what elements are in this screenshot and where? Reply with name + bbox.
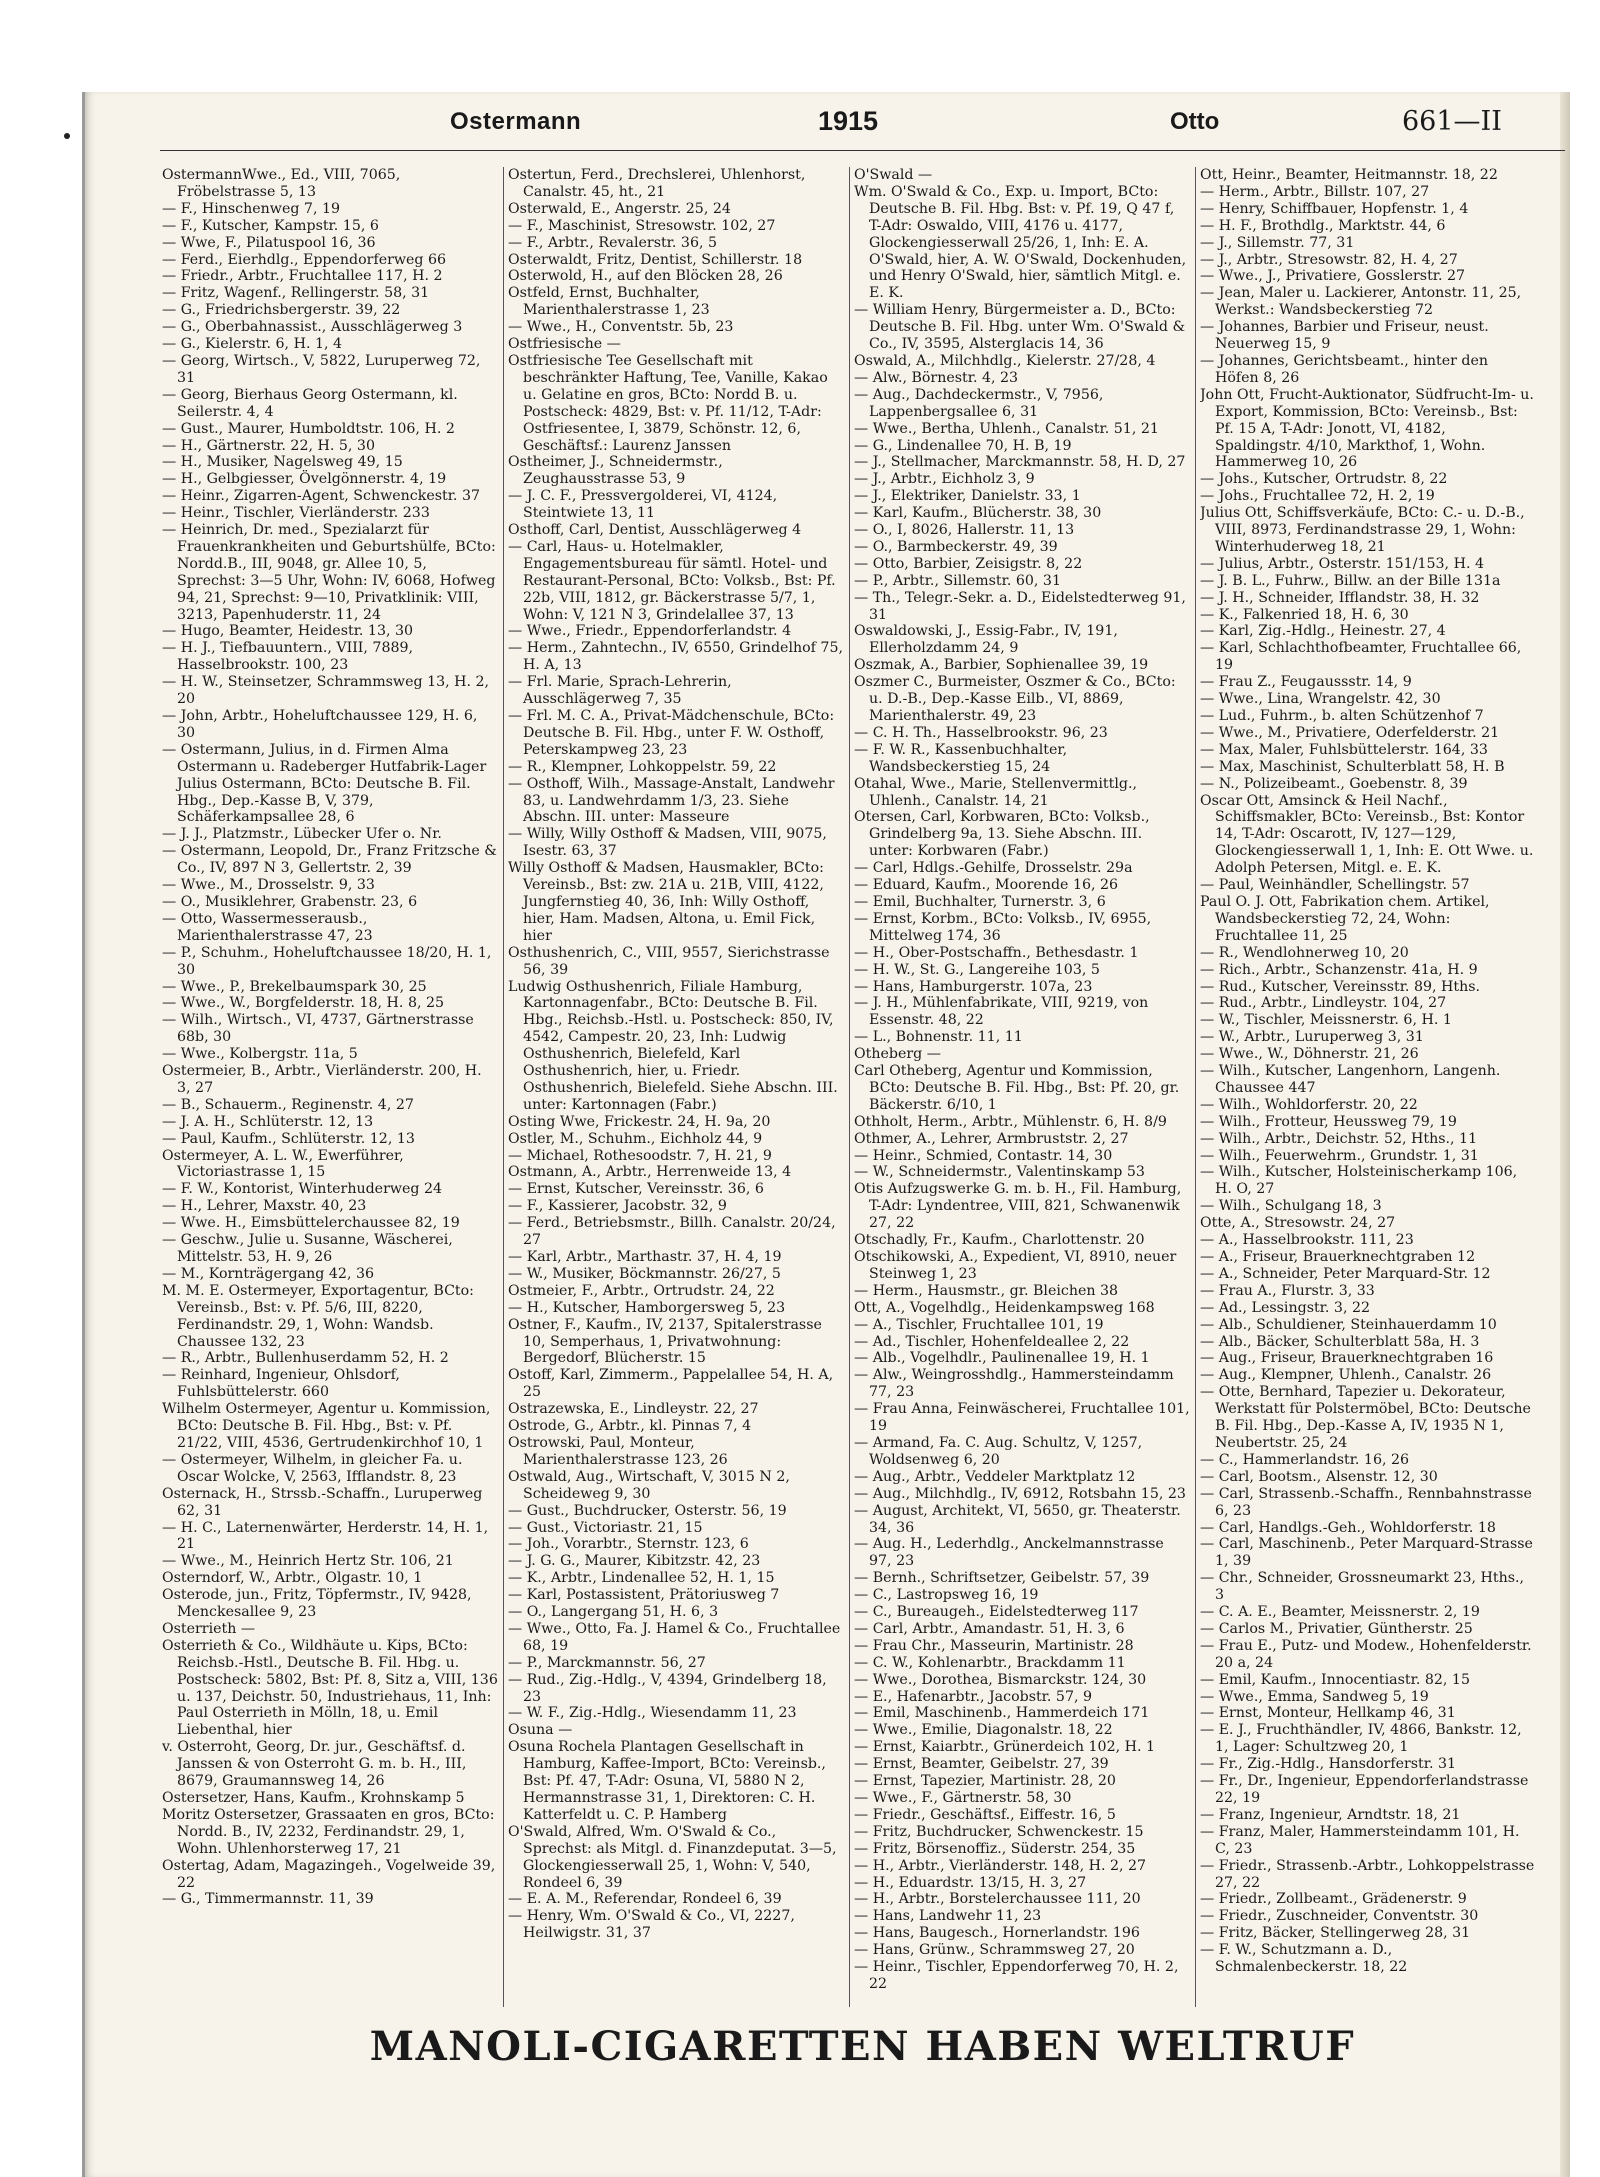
- directory-entry: — C., Bureaugeh., Eidelstedterweg 117: [854, 1604, 1139, 1621]
- directory-entry: — F. W. R., Kassenbuchhalter, Wandsbeckerstieg 15, 24: [854, 741, 1068, 775]
- header-year: 1915: [818, 106, 879, 136]
- directory-entry: — H. F., Brothdlg., Marktstr. 44, 6: [1200, 217, 1446, 234]
- directory-entry: Oswaldowski, J., Essig-Fabr., IV, 191, Ellerholzdamm 24, 9: [854, 623, 1118, 657]
- directory-entry: Osternack, H., Strssb.-Schaffn., Luruperweg 62, 31: [162, 1485, 483, 1519]
- directory-entry: — Johs., Kutscher, Ortrudstr. 8, 22: [1200, 471, 1448, 488]
- directory-entry: Ludwig Osthushenrich, Filiale Hamburg, Kartonnagenfabr., BCto: Deutsche B. Fil. Hbg., Reichsb.-Hstl. u. Postscheck: 850, IV, 4542, Campestr. 20, 23, Inh: Ludwig Osthushenrich, Bielefeld, Karl Osthushenrich, hier, u. Friedr. Osthushenrich, Bielefeld. Siehe Abschn. III. unter: Kartonnagen (Fabr.): [508, 978, 838, 1113]
- directory-entry: — Heinr., Tischler, Vierländerstr. 233: [162, 505, 430, 522]
- header-right-name: Otto: [1170, 108, 1220, 135]
- directory-entry: — Joh., Vorarbtr., Sternstr. 123, 6: [508, 1536, 749, 1553]
- directory-entry: Osting Wwe, Frickestr. 24, H. 9a, 20: [508, 1113, 771, 1130]
- directory-entry: — Friedr., Zuschneider, Conventstr. 30: [1200, 1908, 1479, 1925]
- directory-entry: — J., Sillemstr. 77, 31: [1200, 234, 1355, 251]
- directory-entry: Osuna —: [508, 1722, 573, 1739]
- directory-entry: Othholt, Herm., Arbtr., Mühlenstr. 6, H. 8/9: [854, 1113, 1167, 1130]
- directory-entry: Otersen, Carl, Korbwaren, BCto: Volksb., Grindelberg 9a, 13. Siehe Abschn. III. unter: Korbwaren (Fabr.): [854, 809, 1150, 860]
- directory-entry: — Osthoff, Wilh., Massage-Anstalt, Landwehr 83, u. Landwehrdamm 1/3, 23. Siehe Abschn. III. unter: Masseure: [508, 775, 835, 826]
- column-divider: [503, 167, 504, 2007]
- directory-entry: — Otte, Bernhard, Tapezier u. Dekorateur, Werkstatt für Polstermöbel, BCto: Deutsche B. Fil. Hbg., Dep.-Kasse A, IV, 1935 N 1, Neubertstr. 25, 24: [1200, 1384, 1531, 1451]
- directory-entry: — Rud., Arbtr., Lindleystr. 104, 27: [1200, 995, 1447, 1012]
- directory-entry: — Hans, Grünw., Schrammsweg 27, 20: [854, 1942, 1135, 1959]
- directory-entry: — P., Marckmannstr. 56, 27: [508, 1654, 706, 1671]
- directory-entry: — August, Architekt, VI, 5650, gr. Theaterstr. 34, 36: [854, 1502, 1181, 1536]
- directory-entry: — Johs., Fruchtallee 72, H. 2, 19: [1200, 488, 1435, 505]
- directory-entry: — Ernst, Tapezier, Martinistr. 28, 20: [854, 1773, 1116, 1790]
- directory-entry: — Frl. Marie, Sprach-Lehrerin, Ausschlägerweg 7, 35: [508, 674, 732, 708]
- directory-entry: Ostrazewska, E., Lindleystr. 22, 27: [508, 1401, 759, 1418]
- directory-entry: — J. A. H., Schlüterstr. 12, 13: [162, 1113, 374, 1130]
- directory-entry: — O., I, 8026, Hallerstr. 11, 13: [854, 522, 1075, 539]
- directory-entry: — Wwe., Kolbergstr. 11a, 5: [162, 1046, 358, 1063]
- directory-entry: — Fritz, Börsenoffiz., Süderstr. 254, 35: [854, 1840, 1136, 1857]
- directory-entry: — F., Kassierer, Jacobstr. 32, 9: [508, 1198, 727, 1215]
- directory-entry: — Alw., Weingrosshdlg., Hammersteindamm 77, 23: [854, 1367, 1174, 1401]
- directory-entry: — G., Oberbahnassist., Ausschlägerweg 3: [162, 319, 463, 336]
- directory-entry: Osterrieth & Co., Wildhäute u. Kips, BCto: Reichsb.-Hstl., Deutsche B. Fil. Hbg. u. Postscheck: 5802, Bst: Pf. 8, Sitz a, VIII, 136 u. 137, Deichstr. 50, Industriehaus, 11, Inh: Paul Osterrieth in Mölln, 18, u. Emil Liebenthal, hier: [162, 1637, 498, 1739]
- directory-entry: — Georg, Wirtsch., V, 5822, Luruperweg 72, 31: [162, 352, 481, 386]
- directory-entry: — Paul, Kaufm., Schlüterstr. 12, 13: [162, 1130, 415, 1147]
- directory-entry: — K., Falkenried 18, H. 6, 30: [1200, 606, 1409, 623]
- directory-entry: — Wwe., M., Privatiere, Oderfelderstr. 21: [1200, 724, 1500, 741]
- directory-entry: Ostersetzer, Hans, Kaufm., Krohnskamp 5: [162, 1790, 465, 1806]
- directory-entry: — G., Lindenallee 70, H. B, 19: [854, 437, 1072, 454]
- directory-entry: — Wwe., F., Gärtnerstr. 58, 30: [854, 1790, 1072, 1806]
- directory-entry: Ostoff, Karl, Zimmerm., Pappelallee 54, H. A, 25: [508, 1367, 834, 1401]
- directory-entry: — Ernst, Kutscher, Vereinsstr. 36, 6: [508, 1181, 764, 1198]
- directory-entry: — Alb., Bäcker, Schulterblatt 58a, H. 3: [1200, 1333, 1480, 1350]
- page-header: [82, 108, 1567, 142]
- directory-entry: — Frau Z., Feugaussstr. 14, 9: [1200, 674, 1412, 691]
- directory-entry: — Ferd., Eierhdlg., Eppendorferweg 66: [162, 251, 447, 268]
- directory-entry: Oszmer C., Burmeister, Oszmer & Co., BCto: u. D.-B., Dep.-Kasse Eilb., VI, 8869, Marienthalerstr. 49, 23: [854, 674, 1176, 724]
- directory-entry: — G., Kielerstr. 6, H. 1, 4: [162, 336, 343, 353]
- directory-entry: — Georg, Bierhaus Georg Ostermann, kl. Seilerstr. 4, 4: [162, 386, 458, 420]
- directory-entry: Otschikowski, A., Expedient, VI, 8910, neuer Steinweg 1, 23: [854, 1249, 1177, 1282]
- directory-entry: — O., Langergang 51, H. 6, 3: [508, 1604, 719, 1621]
- directory-entry: — Rud., Kutscher, Vereinsstr. 89, Hths.: [1200, 978, 1481, 995]
- directory-entry: Osterwold, H., auf den Blöcken 28, 26: [508, 268, 783, 285]
- directory-entry: — Carl, Bootsm., Alsenstr. 12, 30: [1200, 1468, 1438, 1485]
- directory-entry: Osuna Rochela Plantagen Gesellschaft in Hamburg, Kaffee-Import, BCto: Vereinsb., Bst: Pf. 47, T-Adr: Osuna, VI, 5880 N 2, Hermannstrasse 31, 1, Direktoren: C. H. Katterfeldt u. C. P. Hamberg: [508, 1739, 826, 1823]
- directory-entry: — Chr., Schneider, Grossneumarkt 23, Hths., 3: [1200, 1570, 1525, 1604]
- directory-entry: — Heinr., Tischler, Eppendorferweg 70, H. 2, 22: [854, 1959, 1179, 1992]
- directory-entry: — Hans, Baugesch., Hornerlandstr. 196: [854, 1925, 1140, 1942]
- directory-entry: — Carl, Strassenb.-Schaffn., Rennbahnstrasse 6, 23: [1200, 1485, 1532, 1519]
- directory-entry: — Wwe. H., Eimsbüttelerchaussee 82, 19: [162, 1215, 460, 1232]
- directory-entry: Ostner, F., Kaufm., IV, 2137, Spitalerstrasse 10, Semperhaus, 1, Privatwohnung: Bergedorf, Blücherstr. 15: [508, 1316, 822, 1367]
- directory-entry: — C., Lastropsweg 16, 19: [854, 1587, 1039, 1604]
- directory-entry: Osterode, jun., Fritz, Töpfermstr., IV, 9428, Menckesallee 9, 23: [162, 1587, 472, 1621]
- directory-entry: — J. J., Platzmstr., Lübecker Ufer o. Nr.: [162, 826, 442, 843]
- column-divider: [1195, 167, 1196, 2007]
- directory-entry: — F. W., Kontorist, Winterhuderweg 24: [162, 1181, 443, 1198]
- directory-entry: — Heinr., Schmied, Contastr. 14, 30: [854, 1147, 1113, 1164]
- directory-entry: Oswald, A., Milchhdlg., Kielerstr. 27/28, 4: [854, 352, 1156, 369]
- directory-entry: — Aug., Klempner, Uhlenh., Canalstr. 26: [1200, 1367, 1492, 1384]
- directory-entry: Osterwaldt, Fritz, Dentist, Schillerstr. 18: [508, 251, 803, 268]
- directory-entry: M. M. E. Ostermeyer, Exportagentur, BCto: Vereinsb., Bst: v. Pf. 5/6, III, 8220, Ferdinandstr. 29, 1, Wohn: Wandsb. Chaussee 132, 23: [162, 1282, 474, 1350]
- directory-entry: — Julius, Arbtr., Osterstr. 151/153, H. 4: [1200, 555, 1484, 572]
- directory-entry: — Jean, Maler u. Lackierer, Antonstr. 11, 25, Werkst.: Wandsbeckerstieg 72: [1200, 285, 1522, 319]
- directory-entry: — W., Arbtr., Luruperweg 3, 31: [1200, 1029, 1424, 1046]
- directory-entry: — E., Hafenarbtr., Jacobstr. 57, 9: [854, 1688, 1093, 1705]
- directory-entry: — Frau A., Flurstr. 3, 33: [1200, 1282, 1375, 1299]
- directory-entry: — Wwe., M., Heinrich Hertz Str. 106, 21: [162, 1553, 454, 1570]
- directory-entry: — J. H., Mühlenfabrikate, VIII, 9219, von Essenstr. 48, 22: [854, 995, 1149, 1029]
- directory-entry: — A., Tischler, Fruchtallee 101, 19: [854, 1316, 1104, 1333]
- directory-entry: — M., Kornträgergang 42, 36: [162, 1265, 375, 1282]
- directory-entry: — Alw., Börnestr. 4, 23: [854, 369, 1019, 386]
- directory-entry: — H., Musiker, Nagelsweg 49, 15: [162, 454, 403, 471]
- directory-entry: Ostermeier, B., Arbtr., Vierländerstr. 200, H. 3, 27: [162, 1063, 482, 1096]
- directory-entry: — Gust., Maurer, Humboldtstr. 106, H. 2: [162, 420, 455, 437]
- directory-entry: — Wwe, F., Pilatuspool 16, 36: [162, 234, 376, 251]
- directory-entry: — H. W., St. G., Langereihe 103, 5: [854, 961, 1100, 978]
- directory-entry: — Wwe., W., Borgfelderstr. 18, H. 8, 25: [162, 995, 445, 1012]
- directory-entry: — C. W., Kohlenarbtr., Brackdamm 11: [854, 1654, 1126, 1671]
- directory-entry: — Wwe., M., Drosselstr. 9, 33: [162, 877, 375, 894]
- directory-entry: — Carl, Maschinenb., Peter Marquard-Strasse 1, 39: [1200, 1536, 1533, 1570]
- directory-entry: — Herm., Hausmstr., gr. Bleichen 38: [854, 1282, 1119, 1299]
- directory-entry: Ostfriesische Tee Gesellschaft mit beschränkter Haftung, Tee, Vanille, Kakao u. Gelatine en gros, BCto: Nordd B. u. Postscheck: 4829, Bst: v. Pf. 11/12, T-Adr: Ostfriesentee, I, 3879, Schönstr. 12, 6, Geschäftsf.: Laurenz Janssen: [508, 352, 828, 454]
- directory-entry: Otis Aufzugswerke G. m. b. H., Fil. Hamburg, T-Adr: Lyndentree, VIII, 821, Schwanenwik 27, 22: [854, 1181, 1182, 1232]
- directory-entry: — H. W., Steinsetzer, Schrammsweg 13, H. 2, 20: [162, 674, 490, 708]
- directory-entry: — Ferd., Betriebsmstr., Billh. Canalstr. 20/24, 27: [508, 1215, 836, 1249]
- directory-entry: Oscar Ott, Amsinck & Heil Nachf., Schiffsmakler, BCto: Vereinsb., Bst: Kontor 14, T-Adr: Oscarott, IV, 127—129, Glockengiesserwall 1, 1, Inh: E. Ott Wwe. u. Adolph Petersen, Mitgl. e. E. K.: [1200, 792, 1534, 877]
- directory-entry: — Friedr., Geschäftsf., Eiffestr. 16, 5: [854, 1806, 1116, 1823]
- directory-entry: Ostermeyer, A. L. W., Ewerführer, Victoriastrasse 1, 15: [162, 1147, 404, 1181]
- directory-entry: — Wwe., P., Brekelbaumspark 30, 25: [162, 978, 427, 995]
- directory-entry: — Wwe., Emilie, Diagonalstr. 18, 22: [854, 1722, 1113, 1739]
- directory-entry: — Wilh., Wohldorferstr. 20, 22: [1200, 1096, 1418, 1113]
- column-1: [162, 167, 498, 2007]
- directory-entry: — Wilh., Schulgang 18, 3: [1200, 1198, 1382, 1215]
- directory-entry: — H., Gelbgiesser, Övelgönnerstr. 4, 19: [162, 471, 447, 488]
- directory-entry: Carl Otheberg, Agentur und Kommission, BCto: Deutsche B. Fil. Hbg., Bst: Pf. 20, gr. Bäckerstr. 6/10, 1: [854, 1063, 1180, 1113]
- directory-entry: Otte, A., Stresowstr. 24, 27: [1200, 1215, 1396, 1232]
- directory-entry: — A., Schneider, Peter Marquard-Str. 12: [1200, 1265, 1491, 1282]
- directory-entry: Ott, Heinr., Beamter, Heitmannstr. 18, 22: [1200, 167, 1498, 183]
- directory-entry: — Carl, Hdlgs.-Gehilfe, Drosselstr. 29a: [854, 860, 1133, 877]
- directory-entry: — J., Elektriker, Danielstr. 33, 1: [854, 488, 1081, 505]
- directory-entry: — G., Friedrichsbergerstr. 39, 22: [162, 302, 401, 319]
- directory-entry: — Karl, Zig.-Hdlg., Heinestr. 27, 4: [1200, 623, 1446, 640]
- directory-entry: — Wilh., Feuerwehrm., Grundstr. 1, 31: [1200, 1147, 1479, 1164]
- column-3: [854, 167, 1190, 2007]
- directory-entry: — Ernst, Monteur, Hellkamp 46, 31: [1200, 1705, 1456, 1722]
- directory-entry: — Ernst, Korbm., BCto: Volksb., IV, 6955, Mittelweg 174, 36: [854, 910, 1152, 944]
- directory-entry: — J., Arbtr., Stresowstr. 82, H. 4, 27: [1200, 251, 1458, 268]
- directory-entry: — Karl, Postassistent, Prätoriusweg 7: [508, 1587, 780, 1604]
- directory-entry: — Emil, Buchhalter, Turnerstr. 3, 6: [854, 893, 1106, 910]
- directory-entry: Julius Ott, Schiffsverkäufe, BCto: C.- u. D.-B., VIII, 8973, Ferdinandstrasse 29, 1, Wohn: Winterhuderweg 18, 21: [1200, 505, 1525, 555]
- directory-entry: Ostler, M., Schuhm., Eichholz 44, 9: [508, 1130, 763, 1147]
- directory-entry: — H., Lehrer, Maxstr. 40, 23: [162, 1198, 367, 1215]
- directory-entry: Wm. O'Swald & Co., Exp. u. Import, BCto: Deutsche B. Fil. Hbg. Bst: v. Pf. 19, Q 47 f, T-Adr: Oswaldo, VIII, 4176 u. 4177, Glockengiesserwall 25/26, 1, Inh: E. A. O'Swald, hier, A. W. O'Swald, Dockenhuden, und Henry O'Swald, hier, sämtlich Mitgl. e. E. K.: [854, 183, 1187, 302]
- directory-entry: — J. H., Schneider, Ifflandstr. 38, H. 32: [1200, 589, 1480, 606]
- directory-entry: — W., Tischler, Meissnerstr. 6, H. 1: [1200, 1012, 1452, 1029]
- directory-entry: Ostmann, A., Arbtr., Herrenweide 13, 4: [508, 1164, 792, 1181]
- directory-entry: — Geschw., Julie u. Susanne, Wäscherei, Mittelstr. 53, H. 9, 26: [162, 1232, 453, 1265]
- directory-entry: — Fritz, Bäcker, Stellingerweg 28, 31: [1200, 1925, 1471, 1942]
- directory-entry: — O., Musiklehrer, Grabenstr. 23, 6: [162, 893, 418, 910]
- directory-entry: — Franz, Maler, Hammersteindamm 101, H. C, 23: [1200, 1823, 1520, 1857]
- directory-entry: Osterrieth —: [162, 1620, 256, 1637]
- directory-entry: — Gust., Victoriastr. 21, 15: [508, 1519, 703, 1536]
- page-edge-shadow: [1560, 92, 1570, 2177]
- directory-entry: — W., Musiker, Böckmannstr. 26/27, 5: [508, 1265, 781, 1282]
- directory-entry: — F., Kutscher, Kampstr. 15, 6: [162, 217, 379, 234]
- directory-entry: — E. J., Fruchthändler, IV, 4866, Bankstr. 12, 1, Lager: Schultzweg 20, 1: [1200, 1722, 1522, 1756]
- directory-entry: — W., Schneidermstr., Valentinskamp 53: [854, 1164, 1145, 1181]
- column-2: [508, 167, 844, 2007]
- directory-entry: — Wilh., Arbtr., Deichstr. 52, Hths., 11: [1200, 1130, 1478, 1147]
- directory-entry: Ostertun, Ferd., Drechslerei, Uhlenhorst, Canalstr. 45, ht., 21: [508, 167, 806, 200]
- directory-entry: — Henry, Wm. O'Swald & Co., VI, 2227, Heilwigstr. 31, 37: [508, 1908, 795, 1942]
- directory-entry: — Rich., Arbtr., Schanzenstr. 41a, H. 9: [1200, 961, 1478, 978]
- directory-entry: — O., Barmbeckerstr. 49, 39: [854, 538, 1058, 555]
- directory-entry: Othmer, A., Lehrer, Armbruststr. 2, 27: [854, 1130, 1129, 1147]
- column-4: [1200, 167, 1536, 2007]
- directory-entry: — J. B. L., Fuhrw., Billw. an der Bille 131a: [1200, 572, 1501, 589]
- directory-entry: — Carl, Handlgs.-Geh., Wohldorferstr. 18: [1200, 1519, 1496, 1536]
- directory-entry: — Ostermann, Leopold, Dr., Franz Fritzsche & Co., IV, 897 N 3, Gellertstr. 2, 39: [162, 843, 497, 877]
- directory-entry: — R., Klempner, Lohkoppelstr. 59, 22: [508, 758, 777, 775]
- directory-entry: — Otto, Wassermesserausb., Marienthalerstrasse 47, 23: [162, 910, 373, 944]
- directory-entry: — Wwe., W., Döhnerstr. 21, 26: [1200, 1046, 1419, 1063]
- directory-entry: John Ott, Frucht-Auktionator, Südfrucht-Im- u. Export, Kommission, BCto: Vereinsb., Bst: Pf. 15 A, T-Adr: Jonott, VI, 4182, Spaldingstr. 4/10, Markthof, 1, Wohn. Hammerweg 10, 26: [1200, 386, 1534, 471]
- directory-entry: — H. C., Laternenwärter, Herderstr. 14, H. 1, 21: [162, 1519, 489, 1553]
- directory-entry: — Otto, Barbier, Zeisigstr. 8, 22: [854, 555, 1083, 572]
- directory-entry: — Karl, Arbtr., Marthastr. 37, H. 4, 19: [508, 1249, 782, 1265]
- directory-entry: Willy Osthoff & Madsen, Hausmakler, BCto: Vereinsb., Bst: zw. 21A u. 21B, VIII, 4122, Jungfernstieg 40, 36, Inh: Willy Osthoff, hier, Ham. Madsen, Altona, u. Emil Fick, hier: [508, 860, 824, 944]
- directory-entry: — Wwe., H., Conventstr. 5b, 23: [508, 319, 734, 336]
- directory-entry: — J., Arbtr., Eichholz 3, 9: [854, 471, 1035, 488]
- directory-entry: — B., Schauerm., Reginenstr. 4, 27: [162, 1096, 414, 1113]
- directory-entry: Ostfriesische —: [508, 336, 621, 353]
- directory-entry: — H. J., Tiefbauuntern., VIII, 7889, Hasselbrookstr. 100, 23: [162, 640, 414, 674]
- directory-entry: — Aug., Arbtr., Veddeler Marktplatz 12: [854, 1468, 1136, 1485]
- header-left-name: Ostermann: [450, 108, 582, 135]
- header-page-number: 661—II: [1402, 106, 1502, 137]
- directory-entry: — Hans, Landwehr 11, 23: [854, 1908, 1042, 1925]
- directory-entry: Ostrowski, Paul, Monteur, Marienthalerstrasse 123, 26: [508, 1434, 728, 1468]
- directory-entry: — Wwe., Bertha, Uhlenh., Canalstr. 51, 21: [854, 420, 1159, 437]
- directory-entry: — Friedr., Arbtr., Fruchtallee 117, H. 2: [162, 268, 443, 285]
- directory-entry: — Aug., Milchhdlg., IV, 6912, Rotsbahn 15, 23: [854, 1485, 1186, 1502]
- directory-entry: — Alb., Schuldiener, Steinhauerdamm 10: [1200, 1316, 1497, 1333]
- directory-entry: — Henry, Schiffbauer, Hopfenstr. 1, 4: [1200, 200, 1469, 217]
- directory-entry: — Friedr., Strassenb.-Arbtr., Lohkoppelstrasse 27, 22: [1200, 1857, 1535, 1891]
- directory-entry: — Heinrich, Dr. med., Spezialarzt für Frauenkrankheiten und Geburtshülfe, BCto: Nordd.B., III, 9048, gr. Allee 10, 5, Sprechst: 3—5 Uhr, Wohn: IV, 6068, Hofweg 94, 21, Sprechst: 9—10, Privatklinik: VIII, 3213, Papenhuderstr. 11, 24: [162, 522, 496, 623]
- directory-entry: — J. G. G., Maurer, Kibitzstr. 42, 23: [508, 1553, 761, 1570]
- directory-entry: — Carlos M., Privatier, Güntherstr. 25: [1200, 1620, 1473, 1637]
- directory-entry: — Wwe., J., Privatiere, Gosslerstr. 27: [1200, 268, 1466, 285]
- directory-entry: — Reinhard, Ingenieur, Ohlsdorf, Fuhlsbüttelerstr. 660: [162, 1367, 400, 1401]
- directory-entry: — R., Wendlohnerweg 10, 20: [1200, 944, 1409, 961]
- directory-entry: — Friedr., Zollbeamt., Grädenerstr. 9: [1200, 1891, 1467, 1908]
- directory-entry: — Ad., Lessingstr. 3, 22: [1200, 1299, 1371, 1316]
- directory-entry: — Franz, Ingenieur, Arndtstr. 18, 21: [1200, 1806, 1461, 1823]
- directory-entry: Otahal, Wwe., Marie, Stellenvermittlg., Uhlenh., Canalstr. 14, 21: [854, 775, 1137, 809]
- directory-entry: — Alb., Vogelhdlr., Paulinenallee 19, H. 1: [854, 1350, 1150, 1367]
- directory-entry: O'Swald, Alfred, Wm. O'Swald & Co., Sprechst: als Mitgl. d. Finanzdeputat. 3—5, Glockengiesserwall 25, 1, Wohn: V, 540, Rondeel 6, 39: [508, 1823, 837, 1891]
- directory-entry: — Aug. H., Lederhdlg., Anckelmannstrasse 97, 23: [854, 1536, 1164, 1570]
- directory-entry: — Fritz, Buchdrucker, Schwenckestr. 15: [854, 1823, 1144, 1840]
- margin-dot: [64, 133, 70, 139]
- directory-entry: — Th., Telegr.-Sekr. a. D., Eidelstedterweg 91, 31: [854, 589, 1186, 623]
- directory-entry: — Gust., Buchdrucker, Osterstr. 56, 19: [508, 1502, 787, 1519]
- directory-entry: Ostheimer, J., Schneidermstr., Zeughausstrasse 53, 9: [508, 454, 723, 488]
- directory-entry: — E. A. M., Referendar, Rondeel 6, 39: [508, 1891, 782, 1908]
- directory-entry: — L., Bohnenstr. 11, 11: [854, 1029, 1023, 1046]
- directory-entry: — Wilh., Kutscher, Langenhorn, Langenh. Chaussee 447: [1200, 1063, 1501, 1096]
- directory-entry: — Wilh., Frotteur, Heussweg 79, 19: [1200, 1113, 1457, 1130]
- directory-entry: — Paul, Weinhändler, Schellingstr. 57: [1200, 877, 1470, 894]
- directory-entry: — Ernst, Kaiarbtr., Grünerdeich 102, H. 1: [854, 1739, 1156, 1756]
- directory-entry: — J. C. F., Pressvergolderei, VI, 4124, Steintwiete 13, 11: [508, 488, 778, 522]
- directory-entry: — H., Ober-Postschaffn., Bethesdastr. 1: [854, 944, 1139, 961]
- directory-entry: Wilhelm Ostermeyer, Agentur u. Kommission, BCto: Deutsche B. Fil. Hbg., Bst: v. Pf. 21/22, VIII, 4536, Gertrudenkirchhof 10, 1: [162, 1401, 491, 1451]
- directory-entry: — Aug., Dachdeckermstr., V, 7956, Lappenbergsallee 6, 31: [854, 386, 1104, 420]
- directory-entry: — F., Arbtr., Revalerstr. 36, 5: [508, 234, 718, 251]
- header-rule: [160, 150, 1565, 151]
- directory-entry: — Hugo, Beamter, Heidestr. 13, 30: [162, 623, 414, 640]
- footer-advertisement: MANOLI-CIGARETTEN HABEN WELTRUF: [369, 2023, 1356, 2070]
- directory-entry: — Max, Maler, Fuhlsbüttelerstr. 164, 33: [1200, 741, 1488, 758]
- directory-entry: — Wwe., Dorothea, Bismarckstr. 124, 30: [854, 1671, 1147, 1688]
- directory-entry: — Wilh., Kutscher, Holsteinischerkamp 106, H. O, 27: [1200, 1164, 1518, 1198]
- directory-entry: — N., Polizeibeamt., Goebenstr. 8, 39: [1200, 775, 1468, 792]
- directory-entry: — Karl, Kaufm., Blücherstr. 38, 30: [854, 505, 1102, 522]
- directory-entry: Oszmak, A., Barbier, Sophienallee 39, 19: [854, 657, 1149, 674]
- directory-entry: — Fr., Dr., Ingenieur, Eppendorferlandstrasse 22, 19: [1200, 1773, 1529, 1806]
- directory-entry: — G., Timmermannstr. 11, 39: [162, 1891, 374, 1908]
- directory-entry: v. Osterroht, Georg, Dr. jur., Geschäftsf. d. Janssen & von Osterroht G. m. b. H., III, 8679, Graumannsweg 14, 26: [162, 1739, 467, 1790]
- directory-entry: — Wwe., Emma, Sandweg 5, 19: [1200, 1688, 1429, 1705]
- directory-entry: — F., Maschinist, Stresowstr. 102, 27: [508, 217, 776, 234]
- directory-entry: — J., Stellmacher, Marckmannstr. 58, H. D, 27: [854, 454, 1186, 471]
- directory-entry: — Frau E., Putz- und Modew., Hohenfelderstr. 20 a, 24: [1200, 1637, 1532, 1671]
- directory-entry: — Carl, Arbtr., Amandastr. 51, H. 3, 6: [854, 1620, 1125, 1637]
- directory-entry: — Frau Chr., Masseurin, Martinistr. 28: [854, 1637, 1134, 1654]
- directory-entry: — H., Gärtnerstr. 22, H. 5, 30: [162, 437, 375, 454]
- directory-entry: Otschadly, Fr., Kaufm., Charlottenstr. 20: [854, 1232, 1145, 1249]
- directory-entry: Osthushenrich, C., VIII, 9557, Sierichstrasse 56, 39: [508, 944, 830, 978]
- directory-entry: — H., Arbtr., Borstelerchaussee 111, 20: [854, 1891, 1141, 1908]
- directory-entry: Ott, A., Vogelhdlg., Heidenkampsweg 168: [854, 1299, 1155, 1316]
- directory-entry: — Fritz, Wagenf., Rellingerstr. 58, 31: [162, 285, 430, 302]
- directory-entry: Otheberg —: [854, 1046, 941, 1063]
- directory-entry: Osterwald, E., Angerstr. 25, 24: [508, 200, 731, 217]
- directory-entry: — Emil, Kaufm., Innocentiastr. 82, 15: [1200, 1671, 1470, 1688]
- directory-entry: — Max, Maschinist, Schulterblatt 58, H. B: [1200, 758, 1505, 775]
- directory-entry: — Hans, Hamburgerstr. 107a, 23: [854, 978, 1093, 995]
- directory-entry: Ostfeld, Ernst, Buchhalter, Marienthalerstrasse 1, 23: [508, 285, 710, 319]
- directory-entry: — William Henry, Bürgermeister a. D., BCto: Deutsche B. Fil. Hbg. unter Wm. O'Swald & Co., IV, 3595, Alsterglacis 14, 36: [854, 302, 1186, 353]
- directory-entry: — C. A. E., Beamter, Meissnerstr. 2, 19: [1200, 1604, 1480, 1621]
- directory-entry: — Heinr., Zigarren-Agent, Schwenckestr. 37: [162, 488, 480, 505]
- directory-entry: — Lud., Fuhrm., b. alten Schützenhof 7: [1200, 708, 1484, 724]
- directory-entry: Ostertag, Adam, Magazingeh., Vogelweide 39, 22: [162, 1857, 496, 1891]
- directory-entry: — F. W., Schutzmann a. D., Schmalenbeckerstr. 18, 22: [1200, 1942, 1408, 1976]
- directory-entry: — Bernh., Schriftsetzer, Geibelstr. 57, 39: [854, 1570, 1150, 1587]
- directory-entry: — Karl, Schlachthofbeamter, Fruchtallee 66, 19: [1200, 640, 1522, 674]
- directory-entry: Moritz Ostersetzer, Grassaaten en gros, BCto: Nordd. B., IV, 2232, Ferdinandstr. 29, 1, Wohn. Uhlenhorsterweg 17, 21: [162, 1806, 495, 1857]
- directory-entry: — K., Arbtr., Lindenallee 52, H. 1, 15: [508, 1570, 775, 1587]
- directory-entry: — A., Friseur, Brauerknechtgraben 12: [1200, 1249, 1476, 1265]
- directory-entry: — H., Kutscher, Hamborgersweg 5, 23: [508, 1299, 786, 1316]
- directory-entry: Ostwald, Aug., Wirtschaft, V, 3015 N 2, Scheideweg 9, 30: [508, 1468, 790, 1502]
- directory-entry: Ostrode, G., Arbtr., kl. Pinnas 7, 4: [508, 1418, 752, 1435]
- directory-entry: — Wwe., Friedr., Eppendorferlandstr. 4: [508, 623, 792, 640]
- directory-entry: — Carl, Haus- u. Hotelmakler, Engagementsbureau für sämtl. Hotel- und Restaurant-Personal, BCto: Volksb., Bst: Pf. 22b, VIII, 1812, gr. Bäckerstrasse 5/7, 1, Wohn: V, 121 N 3, Grindelallee 37, 13: [508, 538, 836, 623]
- directory-entry: — W. F., Zig.-Hdlg., Wiesendamm 11, 23: [508, 1705, 797, 1722]
- directory-entry: — C., Hammerlandstr. 16, 26: [1200, 1451, 1410, 1468]
- directory-entry: — Ad., Tischler, Hohenfeldeallee 2, 22: [854, 1333, 1130, 1350]
- directory-entry: — John, Arbtr., Hoheluftchaussee 129, H. 6, 30: [162, 708, 478, 741]
- directory-entry: — Johannes, Gerichtsbeamt., hinter den Höfen 8, 26: [1200, 352, 1489, 386]
- directory-entry: — Wilh., Wirtsch., VI, 4737, Gärtnerstrasse 68b, 30: [162, 1012, 474, 1046]
- directory-entry: — R., Arbtr., Bullenhuserdamm 52, H. 2: [162, 1350, 449, 1367]
- directory-entry: — Wwe., Lina, Wrangelstr. 42, 30: [1200, 691, 1441, 708]
- directory-entry: Osthoff, Carl, Dentist, Ausschlägerweg 4: [508, 522, 802, 539]
- directory-entry: — Eduard, Kaufm., Moorende 16, 26: [854, 877, 1119, 894]
- directory-entry: — Wwe., Otto, Fa. J. Hamel & Co., Fruchtallee 68, 19: [508, 1620, 841, 1654]
- directory-entry: — H., Arbtr., Vierländerstr. 148, H. 2, 27: [854, 1857, 1147, 1874]
- directory-entry: — Herm., Zahntechn., IV, 6550, Grindelhof 75, H. A, 13: [508, 640, 843, 674]
- directory-entry: — P., Arbtr., Sillemstr. 60, 31: [854, 572, 1061, 589]
- directory-entry: — Emil, Maschinenb., Hammerdeich 171: [854, 1705, 1150, 1722]
- directory-entry: — C. H. Th., Hasselbrookstr. 96, 23: [854, 724, 1108, 741]
- directory-entry: — Michael, Rothesoodstr. 7, H. 21, 9: [508, 1147, 772, 1164]
- directory-entry: OstermannWwe., Ed., VIII, 7065, Fröbelstrasse 5, 13: [162, 167, 401, 200]
- directory-entry: — P., Schuhm., Hoheluftchaussee 18/20, H. 1, 30: [162, 944, 492, 978]
- directory-entry: — H., Eduardstr. 13/15, H. 3, 27: [854, 1874, 1087, 1891]
- directory-entry: — Willy, Willy Osthoff & Madsen, VIII, 9075, Isestr. 63, 37: [508, 826, 827, 860]
- directory-entry: — Frl. M. C. A., Privat-Mädchenschule, BCto: Deutsche B. Fil. Hbg., unter F. W. Osthoff, Peterskampweg 23, 23: [508, 708, 835, 758]
- directory-entry: — Rud., Zig.-Hdlg., V, 4394, Grindelberg 18, 23: [508, 1671, 827, 1705]
- directory-entry: Paul O. J. Ott, Fabrikation chem. Artikel, Wandsbeckerstieg 72, 24, Wohn: Fruchtallee 11, 25: [1200, 893, 1490, 944]
- directory-entry: — Ostermann, Julius, in d. Firmen Alma Ostermann u. Radeberger Hutfabrik-Lager Julius Ostermann, BCto: Deutsche B. Fil. Hbg., Dep.-Kasse B, V, 379, Schäferkampsallee 28, 6: [162, 741, 487, 826]
- directory-entry: — Herm., Arbtr., Billstr. 107, 27: [1200, 183, 1430, 200]
- directory-entry: Ostmeier, F., Arbtr., Ortrudstr. 24, 22: [508, 1282, 775, 1299]
- directory-entry: — Frau Anna, Feinwäscherei, Fruchtallee 101, 19: [854, 1401, 1190, 1435]
- directory-entry: — Johannes, Barbier und Friseur, neust. Neuerweg 15, 9: [1200, 319, 1489, 353]
- directory-entry: — F., Hinschenweg 7, 19: [162, 200, 341, 217]
- directory-entry: — Aug., Friseur, Brauerknechtgraben 16: [1200, 1350, 1494, 1367]
- directory-entry: — Armand, Fa. C. Aug. Schultz, V, 1257, Woldsenweg 6, 20: [854, 1434, 1143, 1468]
- directory-entry: — Fr., Zig.-Hdlg., Hansdorferstr. 31: [1200, 1756, 1457, 1773]
- directory-entry: O'Swald —: [854, 167, 933, 183]
- directory-entry: — Ostermeyer, Wilhelm, in gleicher Fa. u. Oscar Wolcke, V, 2563, Ifflandstr. 8, 23: [162, 1451, 463, 1485]
- directory-entry: Osterndorf, W., Arbtr., Olgastr. 10, 1: [162, 1570, 423, 1587]
- column-divider: [849, 167, 850, 2007]
- directory-entry: — A., Hasselbrookstr. 111, 23: [1200, 1232, 1414, 1249]
- directory-entry: — Ernst, Beamter, Geibelstr. 27, 39: [854, 1756, 1109, 1773]
